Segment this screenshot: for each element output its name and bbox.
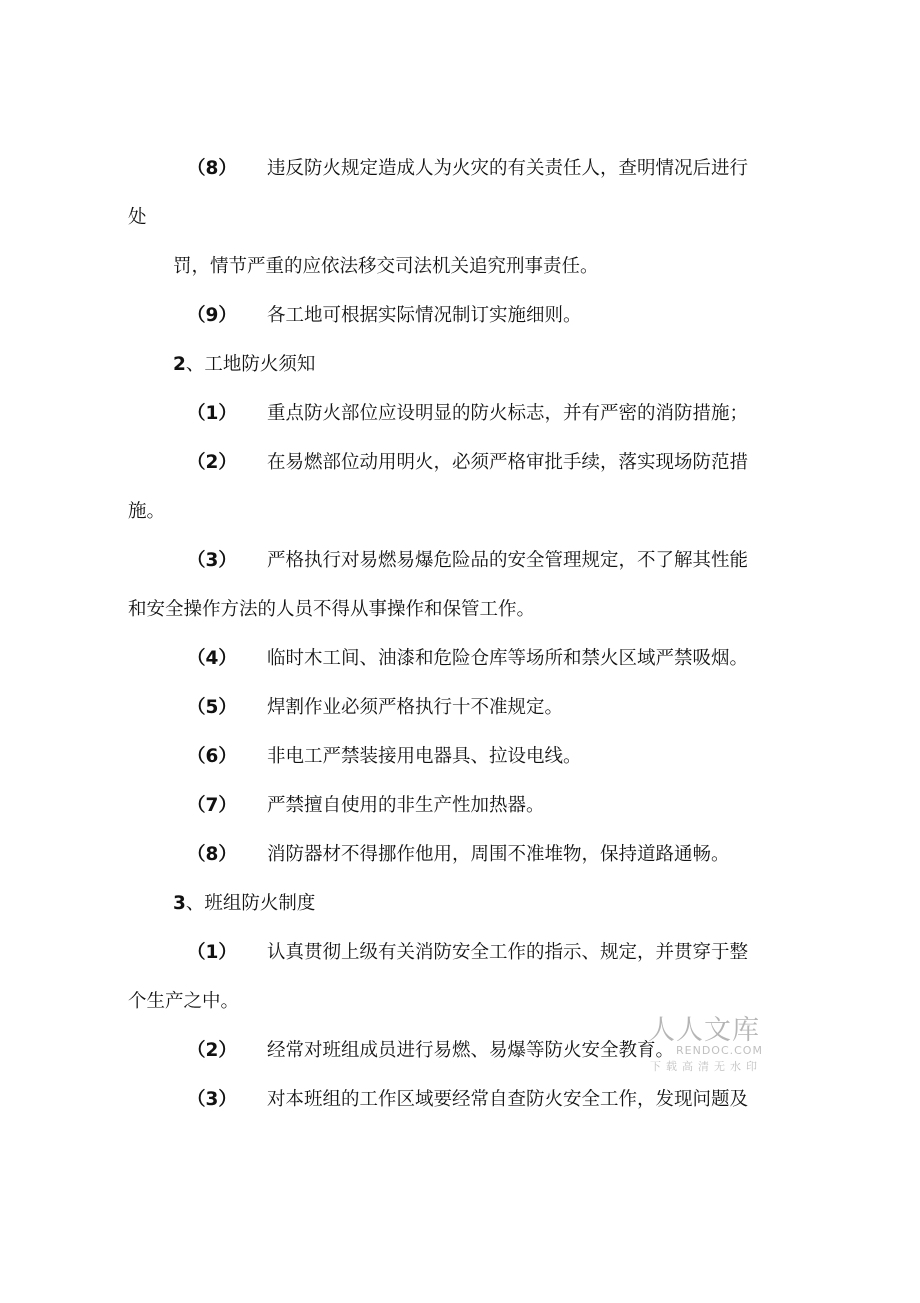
item-number: （8） xyxy=(187,158,237,179)
item-text: 在易燃部位动用明火，必须严格审批手续，落实现场防范措 xyxy=(267,452,749,473)
item-number: （3） xyxy=(187,1089,237,1110)
item-number: （3） xyxy=(187,550,237,571)
item-text: 重点防火部位应设明显的防火标志，并有严密的消防措施； xyxy=(267,403,749,424)
watermark-logo xyxy=(648,1015,778,1073)
item-text: 严格执行对易燃易爆危险品的安全管理规定，不了解其性能 xyxy=(267,550,749,571)
watermark-title: 人人文库 xyxy=(648,1015,760,1046)
section-heading xyxy=(173,352,315,378)
item-number: （7） xyxy=(187,795,237,816)
item-number: （4） xyxy=(187,648,237,669)
item-number: （9） xyxy=(187,305,237,326)
item-text: 非电工严禁装接用电器具、拉设电线。 xyxy=(267,746,582,767)
item-text: 认真贯彻上级有关消防安全工作的指示、规定，并贯穿于整 xyxy=(267,942,749,963)
item-text: 各工地可根据实际情况制订实施细则。 xyxy=(267,305,582,326)
item-number: （2） xyxy=(187,1040,237,1061)
section-title: 、班组防火制度 xyxy=(185,893,316,914)
watermark-url: RENDOC.COM xyxy=(676,1044,763,1057)
item-text: 严禁擅自使用的非生产性加热器。 xyxy=(267,795,545,816)
item-continuation: 罚，情节严重的应依法移交司法机关追究刑事责任。 xyxy=(173,256,599,277)
item-number: （2） xyxy=(187,452,237,473)
item-number: （5） xyxy=(187,697,237,718)
item-text: 对本班组的工作区域要经常自查防火安全工作，发现问题及 xyxy=(267,1089,749,1110)
item-text: 经常对班组成员进行易燃、易爆等防火安全教育。 xyxy=(267,1040,675,1061)
item-text: 消防器材不得挪作他用，周围不准堆物，保持道路通畅。 xyxy=(267,844,730,865)
watermark-subtitle: 下载高清无水印 xyxy=(650,1060,762,1073)
section-number: 2 xyxy=(173,354,186,375)
item-number: （8） xyxy=(187,844,237,865)
section-number: 3 xyxy=(173,893,186,914)
item-continuation: 处 xyxy=(128,207,147,228)
section-title: 、工地防火须知 xyxy=(185,354,316,375)
item-continuation: 施。 xyxy=(128,501,166,522)
item-text: 焊割作业必须严格执行十不准规定。 xyxy=(267,697,564,718)
item-continuation: 和安全操作方法的人员不得从事操作和保管工作。 xyxy=(128,599,536,620)
item-number: （1） xyxy=(187,403,237,424)
item-number: （6） xyxy=(187,746,237,767)
item-number: （1） xyxy=(187,942,237,963)
item-text: 违反防火规定造成人为火灾的有关责任人，查明情况后进行 xyxy=(267,158,749,179)
section-heading xyxy=(173,891,315,917)
item-continuation: 个生产之中。 xyxy=(128,991,240,1012)
item-text: 临时木工间、油漆和危险仓库等场所和禁火区域严禁吸烟。 xyxy=(267,648,749,669)
